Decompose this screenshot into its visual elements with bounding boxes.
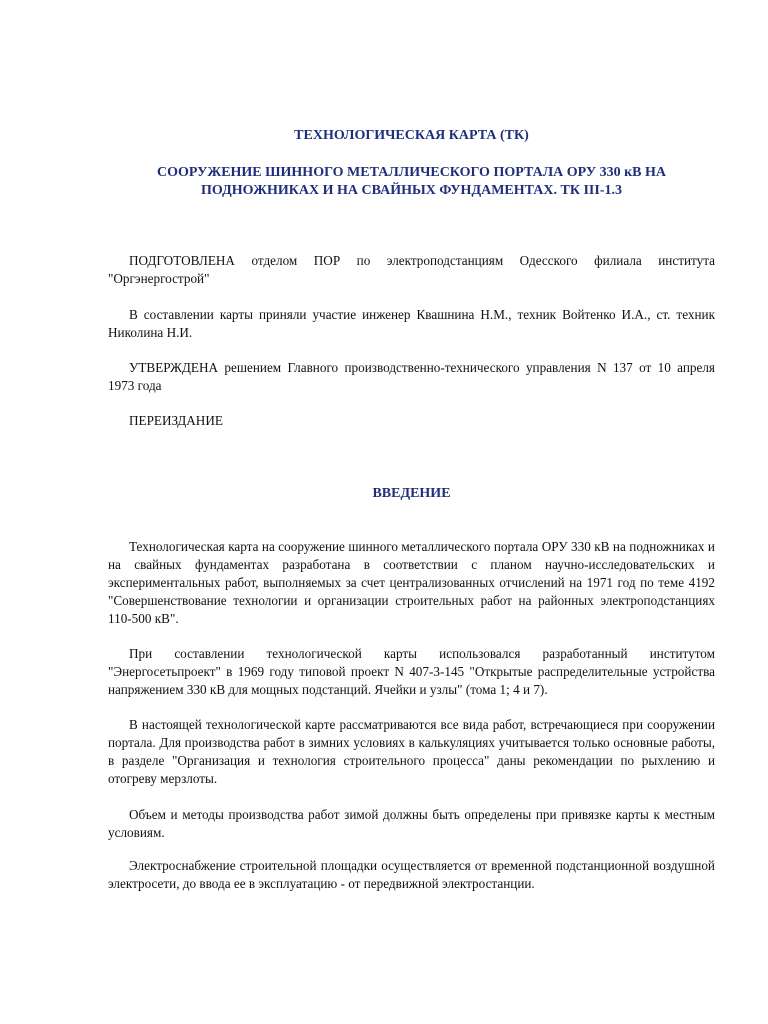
intro-paragraph: Электроснабжение строительной площадки осуществляется от временной подстанционной воздушной электросети, до ввода ее в эксплуатацию - от передвижной электростанции.	[108, 858, 715, 891]
approved-paragraph: УТВЕРЖДЕНА решением Главного производственно-технического управления N 137 от 10 апреля 1973 года	[108, 360, 715, 393]
intro-paragraph: Объем и методы производства работ зимой должны быть определены при привязке карты к местным условиям.	[108, 807, 715, 840]
reissue-paragraph: ПЕРЕИЗДАНИЕ	[129, 413, 223, 428]
intro-paragraph: При составлении технологической карты использовался разработанный институтом "Энергосетьпроект" в 1969 году типовой проект N 407-3-145 "Открытые распределительные устройства напряжением 330 кВ для мощных подстанций. Ячейки и узлы" (тома 1; 4 и 7).	[108, 646, 715, 697]
intro-paragraph: Технологическая карта на сооружение шинного металлического портала ОРУ 330 кВ на подножниках и на свайных фундаментах разработана в соответствии с планом научно-исследовательских и экспериментальных работ, выполняемых за счет централизованных отчислений на 1971 год по теме 4192 "Совершенствование технологии и организации строительных работ на районных электроподстанциях 110-500 кВ".	[108, 539, 715, 626]
document-subtitle: СООРУЖЕНИЕ ШИННОГО МЕТАЛЛИЧЕСКОГО ПОРТАЛА ОРУ 330 кВ НА ПОДНОЖНИКАХ И НА СВАЙНЫХ ФУНДАМЕНТАХ. ТК III-1.3	[156, 165, 667, 198]
document-title: ТЕХНОЛОГИЧЕСКАЯ КАРТА (ТК)	[294, 128, 529, 143]
intro-paragraph: В настоящей технологической карте рассматриваются все вида работ, встречающиеся при сооружении портала. Для производства работ в зимних условиях в калькуляциях учитывается только основные работы, в разделе "Организация и технология строительного процесса" даны рекомендации по рыхлению и отогреву мерзлоты.	[108, 717, 715, 786]
prepared-by-paragraph: ПОДГОТОВЛЕНА отделом ПОР по электроподстанциям Одесского филиала института "Оргэнергострой"	[108, 253, 715, 286]
participants-paragraph: В составлении карты приняли участие инженер Квашнина Н.М., техник Войтенко И.А., ст. техник Николина Н.И.	[108, 307, 715, 340]
section-heading-introduction: ВВЕДЕНИЕ	[372, 486, 451, 501]
